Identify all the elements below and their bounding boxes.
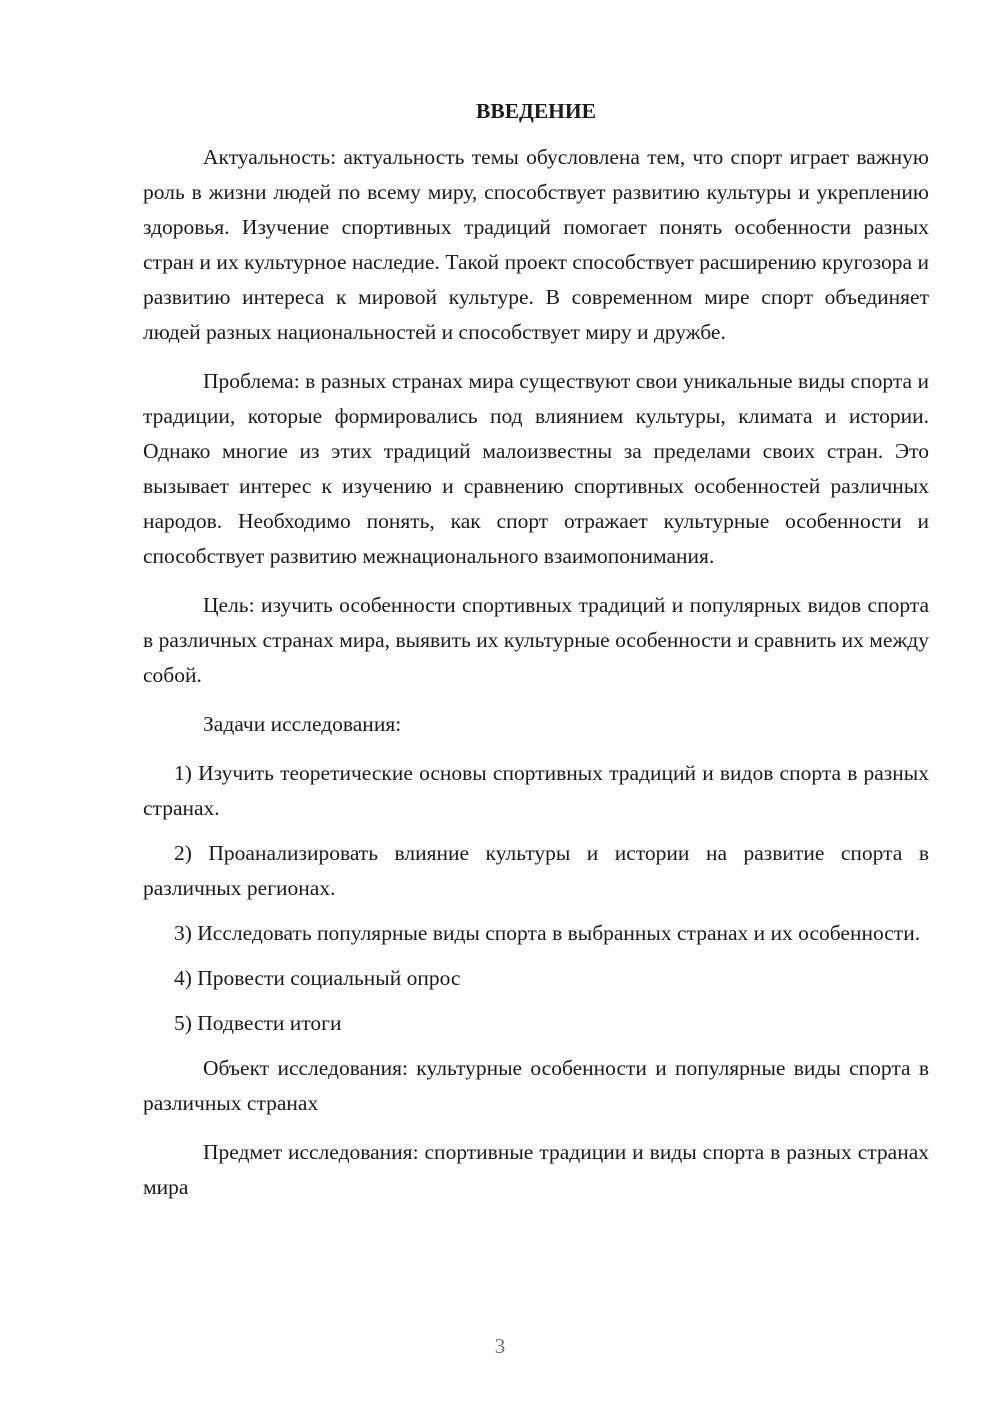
paragraph-object: Объект исследования: культурные особенности и популярные виды спорта в различных странах bbox=[143, 1056, 929, 1115]
task-item-2: 2) Проанализировать влияние культуры и истории на развитие спорта в различных регионах. bbox=[143, 841, 929, 900]
task-item-1: 1) Изучить теоретические основы спортивных традиций и видов спорта в разных странах. bbox=[143, 761, 929, 820]
paragraph-relevance: Актуальность: актуальность темы обусловлена тем, что спорт играет важную роль в жизни людей по всему миру, способствует развитию культуры и укреплению здоровья. Изучение спортивных традиций помогает понять особенности разных стран и их культурное наследие. Такой проект способствует расширению кругозора и развитию интереса к мировой культуре. В современном мире спорт объединяет людей разных национальностей и способствует миру и дружбе. bbox=[143, 145, 929, 344]
task-item-5: 5) Подвести итоги bbox=[174, 1011, 342, 1035]
task-item-3: 3) Исследовать популярные виды спорта в выбранных странах и их особенности. bbox=[174, 921, 921, 945]
paragraph-tasks-heading: Задачи исследования: bbox=[203, 712, 402, 736]
paragraph-goal: Цель: изучить особенности спортивных традиций и популярных видов спорта в различных странах мира, выявить их культурные особенности и сравнить их между собой. bbox=[143, 593, 929, 687]
task-item-4: 4) Провести социальный опрос bbox=[174, 966, 461, 990]
document-page bbox=[143, 96, 929, 1219]
paragraph-subject: Предмет исследования: спортивные традиции и виды спорта в разных странах мира bbox=[143, 1140, 929, 1199]
section-title: ВВЕДЕНИЕ bbox=[476, 99, 596, 123]
paragraph-problem: Проблема: в разных странах мира существуют свои уникальные виды спорта и традиции, которые формировались под влиянием культуры, климата и истории. Однако многие из этих традиций малоизвестны за пределами своих стран. Это вызывает интерес к изучению и сравнению спортивных особенностей различных народов. Необходимо понять, как спорт отражает культурные особенности и способствует развитию межнационального взаимопонимания. bbox=[143, 369, 929, 568]
page-number: 3 bbox=[494, 1334, 506, 1358]
